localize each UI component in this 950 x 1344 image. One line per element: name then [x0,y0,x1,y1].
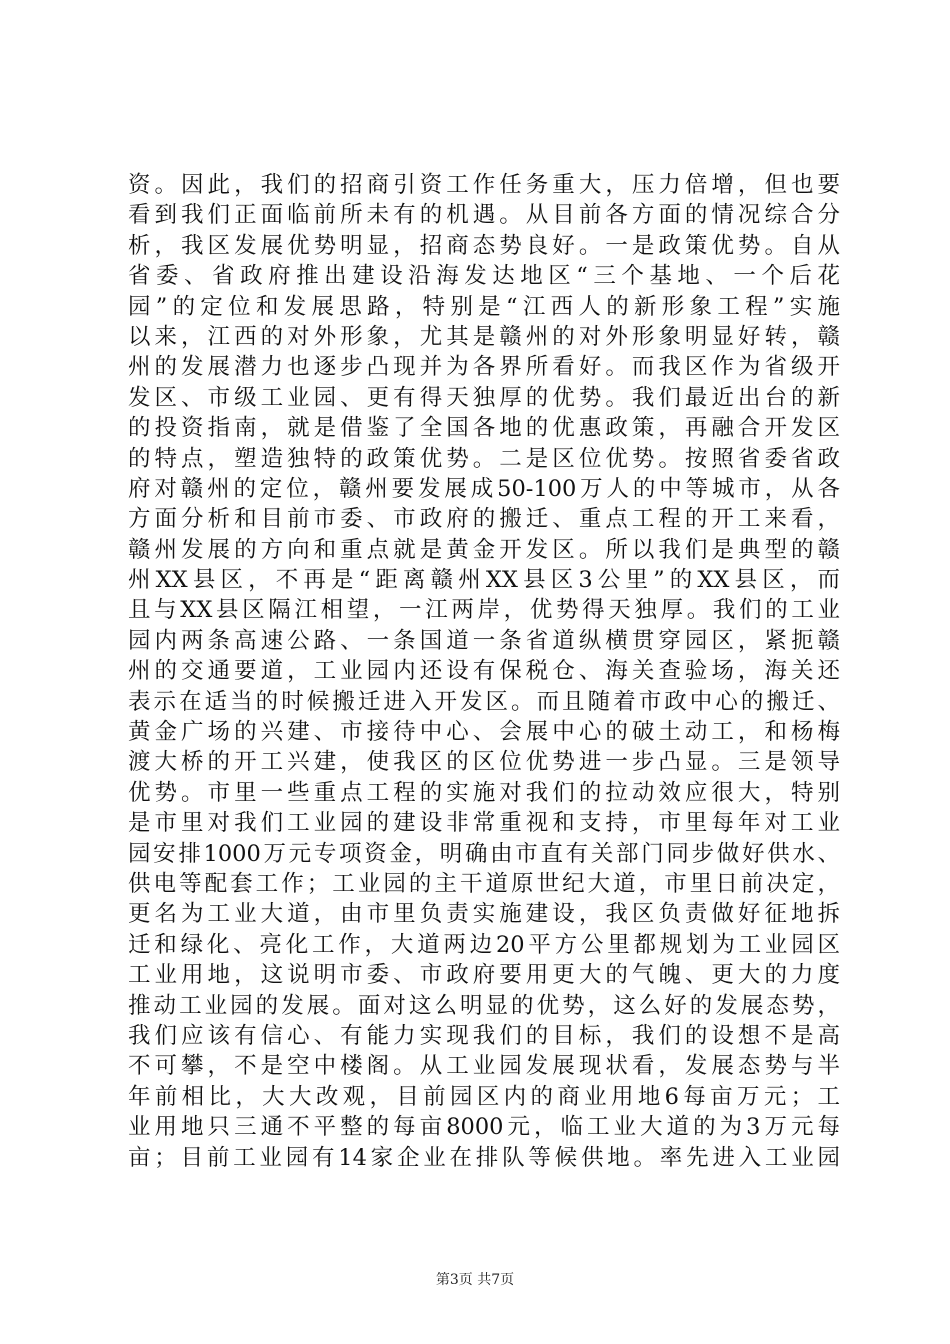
text-line: 以来，江西的对外形象，尤其是赣州的对外形象明显好转，赣 [128,323,840,350]
text-line: 黄金广场的兴建、市接待中心、会展中心的破土动工，和杨梅 [128,719,840,746]
text-line: 且与XX县区隔江相望，一江两岸，优势得天独厚。我们的工业 [128,597,840,624]
text-line: 府对赣州的定位，赣州要发展成50-100万人的中等城市，从各 [128,475,840,502]
text-line: 析，我区发展优势明显，招商态势良好。一是政策优势。自从 [128,232,840,259]
text-line: 我们应该有信心、有能力实现我们的目标，我们的设想不是高 [128,1022,840,1049]
text-line: 方面分析和目前市委、市政府的搬迁、重点工程的开工来看， [128,506,840,533]
text-line: 园内两条高速公路、一条国道一条省道纵横贯穿园区，紧扼赣 [128,627,840,654]
text-line: 看到我们正面临前所未有的机遇。从目前各方面的情况综合分 [128,202,840,229]
text-line: 发区、市级工业园、更有得天独厚的优势。我们最近出台的新 [128,384,840,411]
text-line: 供电等配套工作；工业园的主干道原世纪大道，市里日前决定， [128,870,840,897]
body-text [128,170,840,1173]
text-line: 赣州发展的方向和重点就是黄金开发区。所以我们是典型的赣 [128,536,840,563]
text-line: 的投资指南，就是借鉴了全国各地的优惠政策，再融合开发区 [128,415,840,442]
text-line: 年前相比，大大改观，目前园区内的商业用地6每亩万元；工 [128,1083,840,1110]
text-line: 业用地只三通不平整的每亩8000元，临工业大道的为3万元每 [128,1114,840,1141]
page-footer: 第3页 共7页 [435,1272,515,1288]
text-line: 的特点，塑造独特的政策优势。二是区位优势。按照省委省政 [128,445,840,472]
text-line: 工业用地，这说明市委、市政府要用更大的气魄、更大的力度 [128,962,840,989]
text-line: 园”的定位和发展思路，特别是“江西人的新形象工程”实施 [128,293,840,320]
text-line: 省委、省政府推出建设沿海发达地区“三个基地、一个后花 [128,263,840,290]
text-line: 资。因此，我们的招商引资工作任务重大，压力倍增，但也要 [128,172,840,198]
text-line: 不可攀，不是空中楼阁。从工业园发展现状看，发展态势与半 [128,1053,840,1080]
text-line: 州XX县区，不再是“距离赣州XX县区3公里”的XX县区，而 [128,567,840,594]
text-line: 亩；目前工业园有14家企业在排队等候供地。率先进入工业园 [128,1144,840,1171]
text-line: 渡大桥的开工兴建，使我区的区位优势进一步凸显。三是领导 [128,749,840,776]
text-line: 迁和绿化、亮化工作，大道两边20平方公里都规划为工业园区 [128,931,840,958]
text-line: 更名为工业大道，由市里负责实施建设，我区负责做好征地拆 [128,901,840,928]
text-line: 表示在适当的时候搬迁进入开发区。而且随着市政中心的搬迁、 [128,688,840,715]
text-line: 园安排1000万元专项资金，明确由市直有关部门同步做好供水、 [128,840,840,867]
text-line: 优势。市里一些重点工程的实施对我们的拉动效应很大，特别 [128,779,840,806]
text-line: 推动工业园的发展。面对这么明显的优势，这么好的发展态势， [128,992,840,1019]
text-line: 州的交通要道，工业园内还设有保税仓、海关查验场，海关还 [128,658,840,685]
text-line: 州的发展潜力也逐步凸现并为各界所看好。而我区作为省级开 [128,354,840,381]
text-line: 是市里对我们工业园的建设非常重视和支持，市里每年对工业 [128,810,840,837]
